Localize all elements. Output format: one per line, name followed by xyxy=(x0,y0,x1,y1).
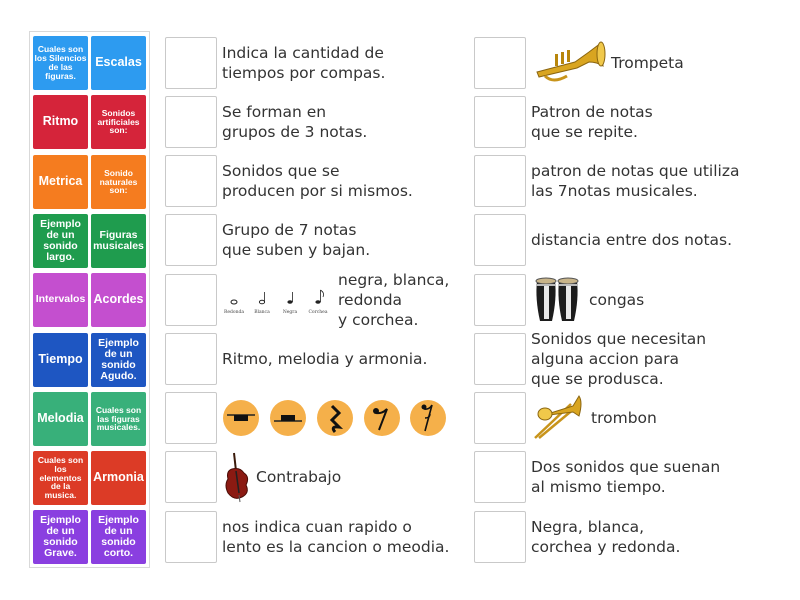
double-bass-icon xyxy=(222,451,252,503)
answer-tile[interactable] xyxy=(33,333,88,387)
answer-tile[interactable] xyxy=(91,510,146,564)
note-figure-label: Negra xyxy=(282,310,298,315)
answer-tile-label: Intervalos xyxy=(35,293,86,306)
left-clue-text: Contrabajo xyxy=(256,468,342,486)
left-clue-text: Se forman en grupos de 3 notas. xyxy=(222,103,368,141)
answer-tile-label xyxy=(92,338,145,382)
answer-tile-label: Armonia xyxy=(93,470,144,485)
right-drop-slot[interactable] xyxy=(474,274,526,326)
answer-tile[interactable] xyxy=(91,273,146,327)
left-drop-slot[interactable] xyxy=(165,451,217,503)
answer-tile[interactable] xyxy=(91,36,146,90)
note-figures-icon xyxy=(222,278,334,322)
answer-tile-label: Sonidos artificiales son: xyxy=(97,107,140,136)
answer-tile-label: Ritmo xyxy=(42,114,79,129)
answer-tile-label: Cuales son los elementos de la musica. xyxy=(37,454,84,501)
answer-tile[interactable] xyxy=(33,36,88,90)
left-clue xyxy=(222,151,468,211)
answer-tile-label xyxy=(92,515,145,559)
answer-tile-label: Melodia xyxy=(37,411,84,426)
right-clue-text: Patron de notas que se repite. xyxy=(531,103,653,141)
left-drop-slot[interactable] xyxy=(165,333,217,385)
answer-tile[interactable] xyxy=(33,510,88,564)
right-drop-slot[interactable] xyxy=(474,155,526,207)
answer-tile[interactable] xyxy=(33,155,88,209)
tile-label-part: Ejemplo de un sonido xyxy=(98,513,139,548)
left-drop-slot[interactable] xyxy=(165,274,217,326)
left-clue-text: negra, blanca, redonda y corchea. xyxy=(338,271,450,329)
right-clue xyxy=(531,33,793,93)
tile-label-emphasis: Grave. xyxy=(44,547,77,560)
note-figure-label: Corchea xyxy=(308,310,328,315)
answer-tile[interactable] xyxy=(91,392,146,446)
left-clue xyxy=(222,388,468,448)
answer-tile[interactable] xyxy=(33,273,88,327)
right-clue-text: congas xyxy=(589,291,645,309)
answer-tile[interactable] xyxy=(91,333,146,387)
right-clue-text: trombon xyxy=(591,409,657,427)
left-clue xyxy=(222,447,468,507)
right-drop-slot[interactable] xyxy=(474,511,526,563)
answer-tile[interactable] xyxy=(91,155,146,209)
left-clue xyxy=(222,210,468,270)
answer-tile[interactable] xyxy=(91,451,146,505)
right-clue-text: Sonidos que necesitan alguna accion para que se produsca. xyxy=(531,330,707,388)
answer-tile[interactable] xyxy=(33,451,88,505)
left-drop-slot[interactable] xyxy=(165,155,217,207)
right-clue-text: patron de notas que utiliza las 7notas musicales. xyxy=(531,162,740,200)
right-clue xyxy=(531,388,793,448)
answer-tile-label: Sonido naturales son: xyxy=(99,167,138,196)
right-drop-slot[interactable] xyxy=(474,37,526,89)
answer-tile-label: Cuales son los Silencios de las figuras. xyxy=(34,44,87,81)
rest-symbols-icon xyxy=(222,396,448,440)
right-drop-slot[interactable] xyxy=(474,333,526,385)
congas-icon xyxy=(531,275,585,325)
left-clue-text: Sonidos que se producen por si mismos. xyxy=(222,162,413,200)
answer-tile-label: Tiempo xyxy=(38,352,83,367)
right-clue xyxy=(531,447,793,507)
left-clue-text: Ritmo, melodia y armonia. xyxy=(222,350,428,368)
left-drop-slot[interactable] xyxy=(165,214,217,266)
left-clue xyxy=(222,507,468,567)
right-clue xyxy=(531,92,793,152)
answer-tile-label xyxy=(34,219,87,263)
answer-tile-label xyxy=(34,515,87,559)
right-clue xyxy=(531,151,793,211)
left-clue xyxy=(222,329,468,389)
trumpet-icon xyxy=(531,40,607,86)
answer-tile[interactable] xyxy=(33,392,88,446)
trombone-icon xyxy=(531,394,587,442)
left-drop-slot[interactable] xyxy=(165,511,217,563)
right-drop-slot[interactable] xyxy=(474,451,526,503)
answer-tile[interactable] xyxy=(33,95,88,149)
right-drop-slot[interactable] xyxy=(474,96,526,148)
left-clue-text: Indica la cantidad de tiempos por compas. xyxy=(222,44,386,82)
answer-tile-label: Cuales son las figuras musicales. xyxy=(95,404,142,433)
answer-tile-label: Acordes xyxy=(93,292,144,307)
left-clue xyxy=(222,270,468,330)
right-clue xyxy=(531,210,793,270)
answer-tile[interactable] xyxy=(33,214,88,268)
right-clue-text: Trompeta xyxy=(611,54,684,72)
tile-label-emphasis: largo. xyxy=(46,251,75,264)
tile-label-part: Ejemplo de un sonido xyxy=(98,336,139,371)
right-clue xyxy=(531,329,793,389)
note-figure-label: Blanca xyxy=(254,310,270,315)
right-clue xyxy=(531,270,793,330)
right-clue-text: Negra, blanca, corchea y redonda. xyxy=(531,518,681,556)
tile-label-part: Ejemplo de un sonido xyxy=(40,217,81,252)
answer-tile[interactable] xyxy=(91,95,146,149)
right-drop-slot[interactable] xyxy=(474,214,526,266)
note-figure-label: Redonda xyxy=(223,310,245,315)
left-drop-slot[interactable] xyxy=(165,392,217,444)
right-clue xyxy=(531,507,793,567)
right-clue-text: distancia entre dos notas. xyxy=(531,231,733,249)
left-clue-text: Grupo de 7 notas que suben y bajan. xyxy=(222,221,371,259)
left-clue xyxy=(222,92,468,152)
right-drop-slot[interactable] xyxy=(474,392,526,444)
answer-tile-label: Metrica xyxy=(38,174,83,189)
answer-tile-label: Figuras musicales xyxy=(93,228,144,252)
answer-tile-label: Escalas xyxy=(95,55,142,70)
left-drop-slot[interactable] xyxy=(165,37,217,89)
tile-label-emphasis: Agudo. xyxy=(100,370,137,383)
left-drop-slot[interactable] xyxy=(165,96,217,148)
tile-label-part: Ejemplo de un sonido xyxy=(40,513,81,548)
right-clue-text: Dos sonidos que suenan al mismo tiempo. xyxy=(531,458,721,496)
tile-label-emphasis: corto. xyxy=(103,547,134,560)
left-clue-text: nos indica cuan rapido o lento es la cancion o meodia. xyxy=(222,518,450,556)
left-clue xyxy=(222,33,468,93)
answer-tile[interactable] xyxy=(91,214,146,268)
